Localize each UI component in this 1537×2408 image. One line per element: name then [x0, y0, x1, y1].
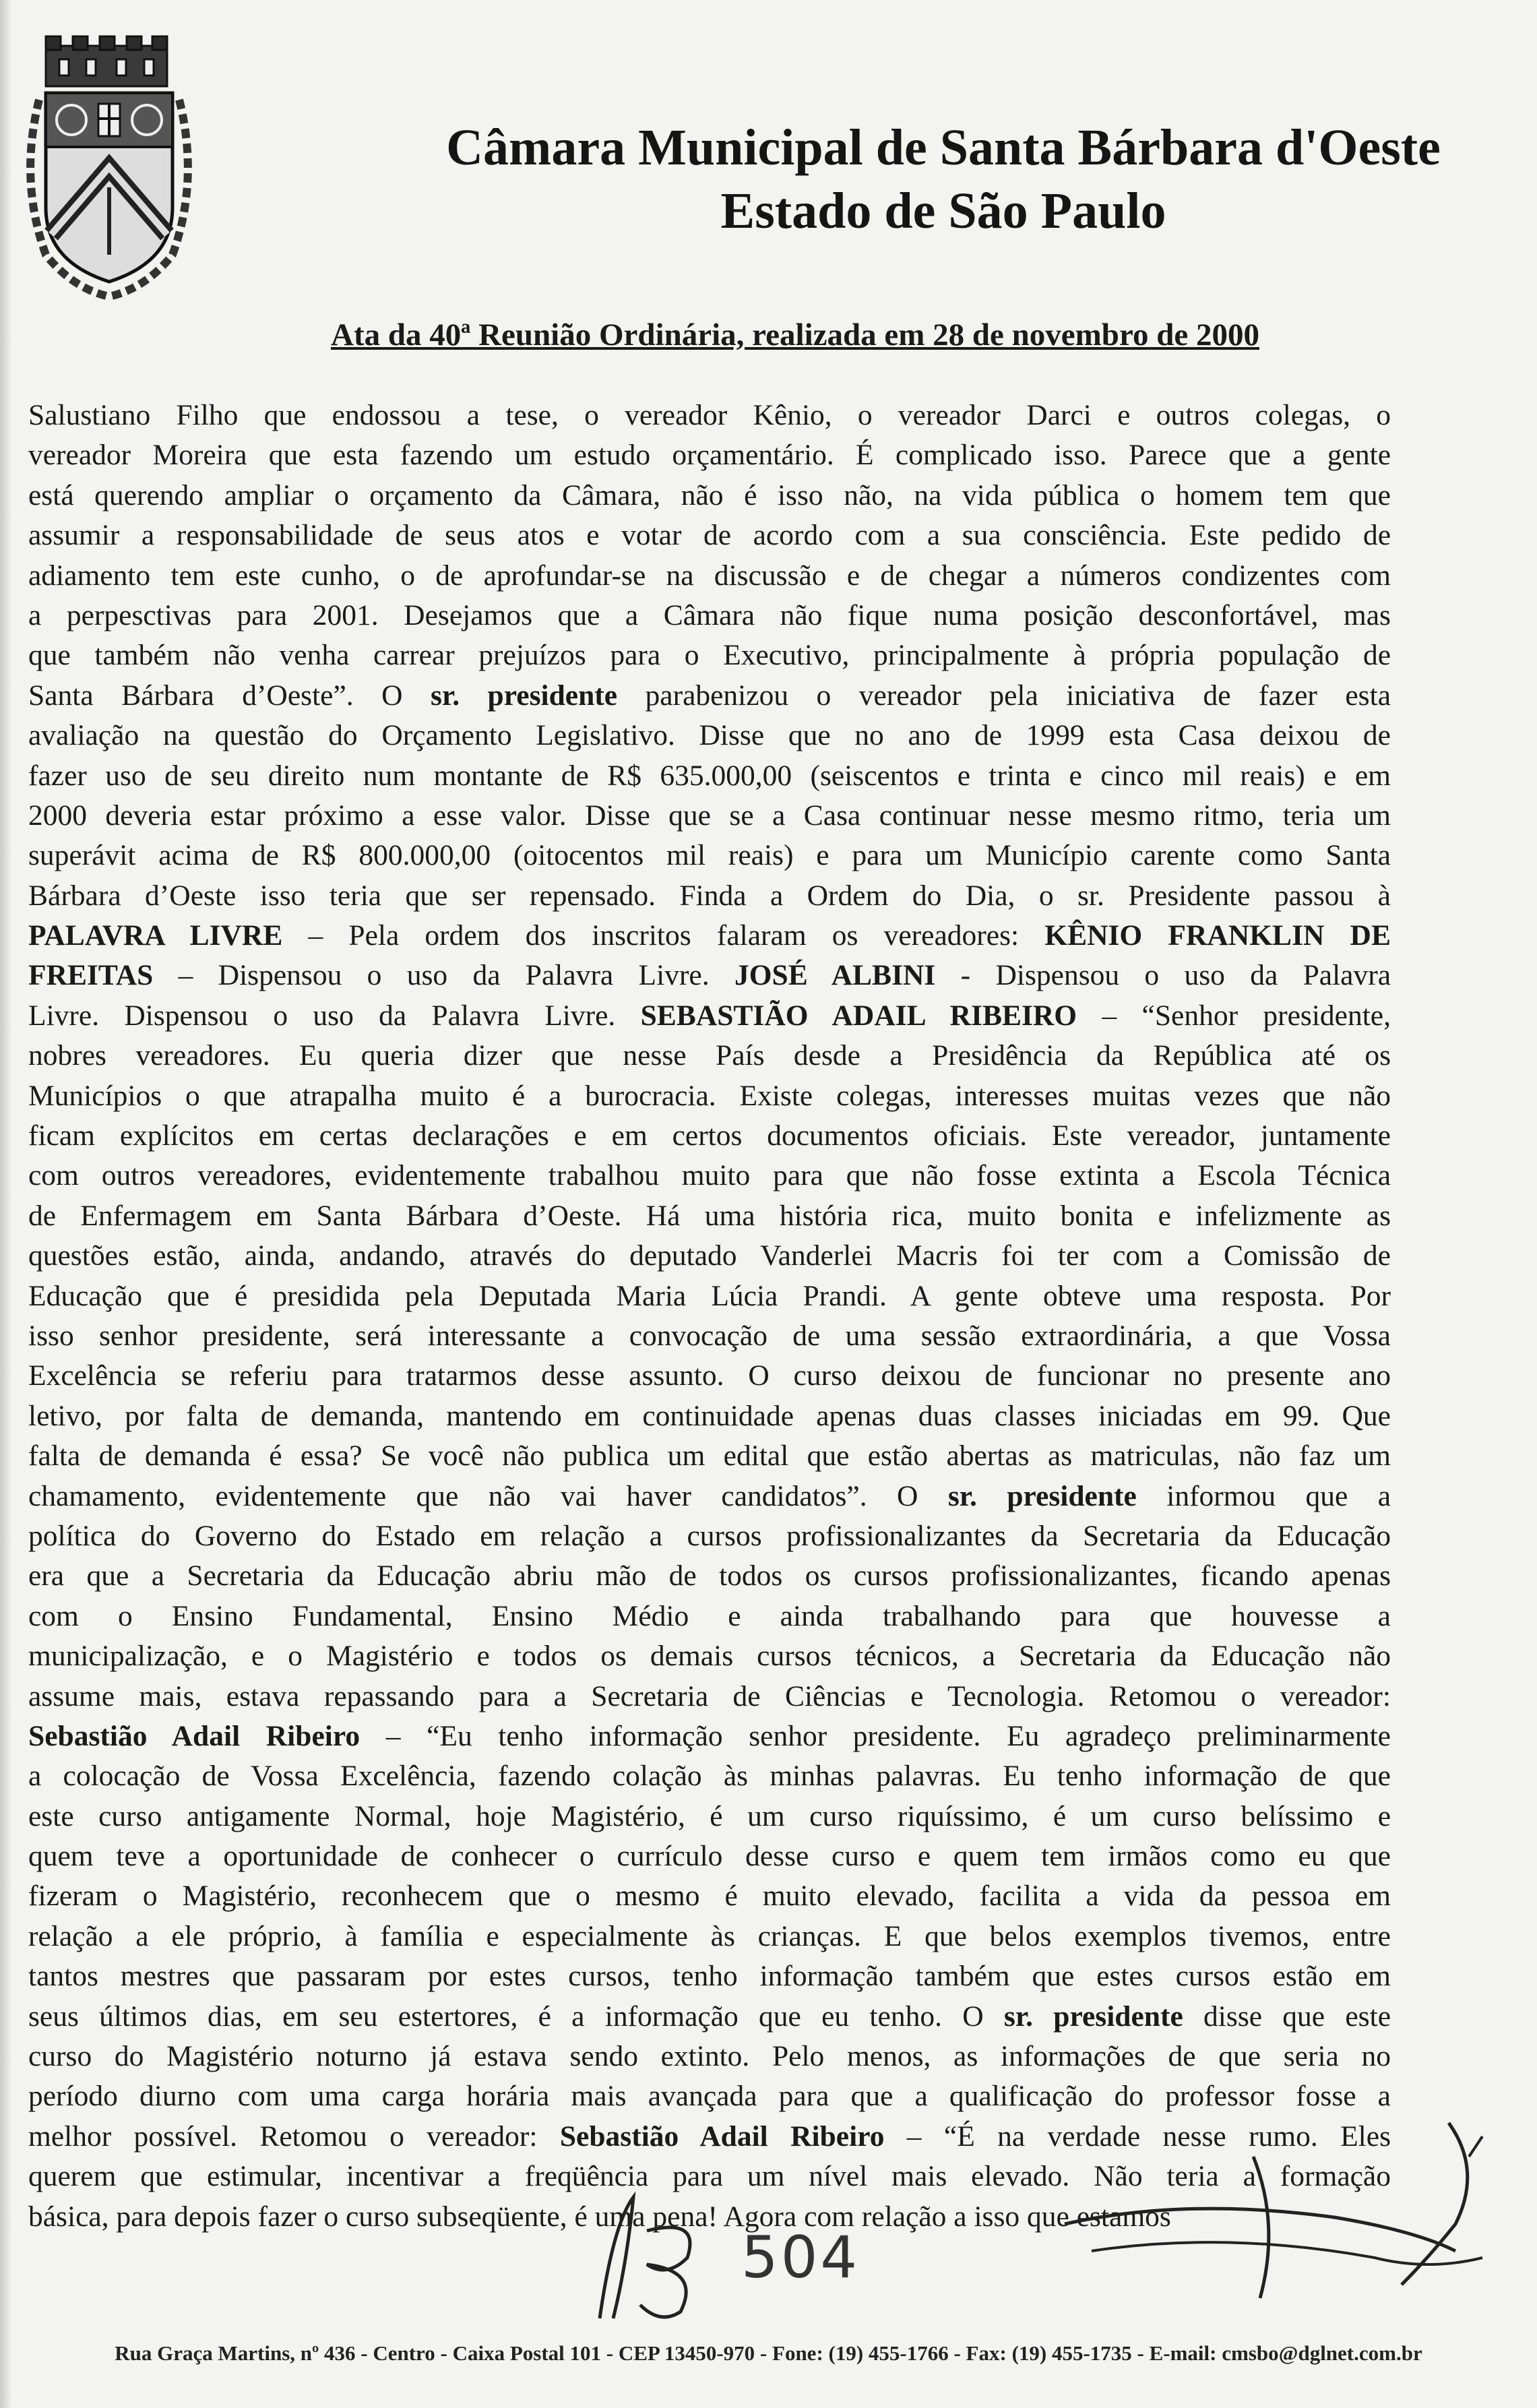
text-segment: informou que a — [1136, 1479, 1391, 1512]
text-line — [28, 2076, 1391, 2116]
text-line — [28, 1396, 1391, 1436]
text-segment: disse que este — [1183, 2000, 1391, 2033]
text-segment: superávit acima de R$ 800.000,00 (oitocentos mil reais) e para um Município carente como Santa — [28, 839, 1391, 872]
text-segment: de Enfermagem em Santa Bárbara d’Oeste. Há uma história rica, muito bonita e infelizmente as — [28, 1199, 1391, 1232]
text-segment: falta de demanda é essa? Se você não publica um edital que estão abertas as matriculas, não faz um — [28, 1440, 1391, 1473]
text-line — [28, 1797, 1391, 1836]
text-segment: fizeram o Magistério, reconhecem que o mesmo é muito elevado, facilita a vida da pessoa em — [28, 1880, 1391, 1913]
text-line — [28, 796, 1391, 836]
text-segment: básica, para depois fazer o curso subseqüente, é uma pena! Agora com relação a isso que estamos — [28, 2200, 1171, 2233]
text-segment: período diurno com uma carga horária mais avançada para que a qualificação do professor fosse a — [28, 2080, 1391, 2113]
text-line — [28, 1156, 1391, 1196]
minutes-title: Ata da 40ª Reunião Ordinária, realizada em 28 de novembro de 2000 — [331, 317, 1259, 352]
text-segment: era que a Secretaria da Educação abriu mão de todos os cursos profissionalizantes, ficando apenas — [28, 1560, 1391, 1593]
text-segment: com outros vereadores, evidentemente trabalhou muito para que não fosse extinta a Escola Técnica — [28, 1159, 1391, 1192]
text-segment: nobres vereadores. Eu queria dizer que nesse País desde a Presidência da República até os — [28, 1039, 1391, 1072]
text-line — [28, 1717, 1391, 1756]
text-line — [28, 1956, 1391, 1996]
text-line — [28, 996, 1391, 1036]
minutes-body — [28, 396, 1391, 2237]
text-segment: - Dispensou o uso da Palavra — [935, 959, 1391, 992]
text-segment: adiamento tem este cunho, o de aprofundar-se na discussão e de chegar a números condizentes com — [28, 559, 1391, 592]
text-line — [28, 876, 1391, 916]
text-segment: quem teve a oportunidade de conhecer o currículo desse curso e quem tem irmãos como eu que — [28, 1840, 1391, 1873]
bold-text-segment: PALAVRA LIVRE — [28, 919, 283, 952]
text-line — [28, 1316, 1391, 1356]
text-segment: que também não venha carrear prejuízos para o Executivo, principalmente à própria população de — [28, 639, 1391, 672]
bold-text-segment: Sebastião Adail Ribeiro — [559, 2120, 885, 2153]
bold-text-segment: sr. presidente — [1003, 2000, 1183, 2033]
text-line — [28, 516, 1391, 555]
page-number: 504 — [741, 2224, 860, 2291]
text-line — [28, 596, 1391, 636]
text-line — [28, 396, 1391, 435]
bold-text-segment: JOSÉ ALBINI — [734, 959, 936, 992]
text-segment: assume mais, estava repassando para a Secretaria de Ciências e Tecnologia. Retomou o vereador: — [28, 1679, 1391, 1712]
text-segment: tantos mestres que passaram por estes cursos, tenho informação também que estes cursos estão em — [28, 1960, 1391, 1993]
text-line — [28, 2037, 1391, 2076]
bold-text-segment: sr. presidente — [947, 1479, 1137, 1512]
text-segment: Bárbara d’Oeste isso teria que ser repensado. Finda a Ordem do Dia, o sr. Presidente passou à — [28, 879, 1391, 912]
text-segment: está querendo ampliar o orçamento da Câmara, não é isso não, na vida pública o homem tem que — [28, 478, 1391, 512]
text-segment: ficam explícitos em certas declarações e em certos documentos oficiais. Este vereador, juntamente — [28, 1119, 1391, 1152]
text-segment: a perpesctivas para 2001. Desejamos que a Câmara não fique numa posição desconfortável, mas — [28, 598, 1391, 631]
text-segment: política do Governo do Estado em relação a cursos profissionalizantes da Secretaria da Educação — [28, 1519, 1391, 1552]
scan-edge-shadow — [0, 0, 12, 2408]
text-segment: – “É na verdade nesse rumo. Eles — [884, 2120, 1391, 2153]
text-line — [28, 1677, 1391, 1717]
text-line — [28, 916, 1391, 956]
text-line — [28, 1836, 1391, 1876]
text-line — [28, 1636, 1391, 1676]
text-line — [28, 756, 1391, 796]
address-footer: Rua Graça Martins, nº 436 - Centro - Caixa Postal 101 - CEP 13450-970 - Fone: (19) 455-1766 - Fax: (19) 455-1735 - E-mail: cmsbo@dglnet.com.br — [115, 2341, 1422, 2365]
institution-state: Estado de São Paulo — [720, 183, 1166, 239]
text-line — [28, 676, 1391, 716]
text-segment: Excelência se referiu para tratarmos desse assunto. O curso deixou de funcionar no presente ano — [28, 1359, 1391, 1392]
text-line — [28, 1236, 1391, 1276]
text-line — [28, 1516, 1391, 1556]
text-segment: – “Senhor presidente, — [1077, 999, 1391, 1032]
text-segment: – Pela ordem dos inscritos falaram os vereadores: — [282, 919, 1045, 952]
text-segment: curso do Magistério noturno já estava sendo extinto. Pelo menos, as informações de que seria no — [28, 2040, 1391, 2073]
text-segment: parabenizou o vereador pela iniciativa de fazer esta — [617, 679, 1391, 712]
text-line — [28, 1116, 1391, 1156]
bold-text-segment: FREITAS — [28, 959, 154, 992]
text-segment: a colocação de Vossa Excelência, fazendo colação às minhas palavras. Eu tenho informação de que — [28, 1760, 1391, 1793]
text-segment: fazer uso de seu direito num montante de R$ 635.000,00 (seiscentos e trinta e cinco mil reais) e em — [28, 759, 1391, 792]
text-line — [28, 1036, 1391, 1076]
text-segment: chamamento, evidentemente que não vai haver candidatos”. O — [28, 1479, 948, 1512]
text-segment: 2000 deveria estar próximo a esse valor. Disse que se a Casa continuar nesse mesmo ritmo, teria um — [28, 799, 1391, 832]
text-line — [28, 1917, 1391, 1956]
municipal-coat-of-arms-icon — [19, 32, 199, 302]
text-segment: isso senhor presidente, será interessante a convocação de uma sessão extraordinária, a que Vossa — [28, 1319, 1391, 1352]
institution-name: Câmara Municipal de Santa Bárbara d'Oeste — [446, 119, 1441, 176]
text-segment: Santa Bárbara d’Oeste”. O — [28, 679, 431, 712]
text-line — [28, 1997, 1391, 2037]
bold-text-segment: SEBASTIÃO ADAIL RIBEIRO — [640, 999, 1077, 1032]
text-segment: – “Eu tenho informação senhor presidente. Eu agradeço preliminarmente — [360, 1719, 1391, 1752]
text-segment: assumir a responsabilidade de seus atos e votar de acordo com a sua consciência. Este pedido de — [28, 519, 1391, 552]
text-segment: avaliação na questão do Orçamento Legislativo. Disse que no ano de 1999 esta Casa deixou de — [28, 719, 1391, 752]
text-segment: com o Ensino Fundamental, Ensino Médio e ainda trabalhando para que houvesse a — [28, 1599, 1391, 1632]
text-line — [28, 1276, 1391, 1316]
text-line — [28, 1436, 1391, 1476]
text-segment: relação a ele próprio, à família e especialmente às crianças. E que belos exemplos tivemos, entre — [28, 1919, 1391, 1952]
text-line — [28, 1076, 1391, 1116]
text-line — [28, 1556, 1391, 1596]
text-segment: Educação que é presidida pela Deputada Maria Lúcia Prandi. A gente obteve uma resposta. Por — [28, 1279, 1391, 1312]
text-segment: municipalização, e o Magistério e todos os demais cursos técnicos, a Secretaria da Educação não — [28, 1640, 1391, 1673]
text-line — [28, 956, 1391, 995]
text-line — [28, 476, 1391, 516]
text-line — [28, 556, 1391, 596]
text-segment: querem que estimular, incentivar a freqüência para um nível mais elevado. Não teria a formação — [28, 2160, 1391, 2193]
text-line — [28, 716, 1391, 755]
institution-header — [364, 116, 1523, 243]
text-line — [28, 1597, 1391, 1636]
text-line — [28, 636, 1391, 675]
bold-text-segment: Sebastião Adail Ribeiro — [28, 1719, 360, 1752]
handwritten-initials — [586, 2184, 741, 2332]
text-segment: letivo, por falta de demanda, mantendo em continuidade apenas duas classes iniciadas em 99. Que — [28, 1399, 1391, 1432]
text-line — [28, 1356, 1391, 1396]
text-segment: Municípios o que atrapalha muito é a burocracia. Existe colegas, interesses muitas vezes que não — [28, 1079, 1391, 1112]
bold-text-segment: sr. presidente — [430, 679, 618, 712]
text-line — [28, 1196, 1391, 1236]
text-line — [28, 435, 1391, 475]
text-line — [28, 1876, 1391, 1916]
text-segment: Livre. Dispensou o uso da Palavra Livre. — [28, 999, 641, 1032]
text-segment: vereador Moreira que esta fazendo um estudo orçamentário. É complicado isso. Parece que a gente — [28, 439, 1391, 472]
text-segment: – Dispensou o uso da Palavra Livre. — [153, 959, 734, 992]
text-segment: melhor possível. Retomou o vereador: — [28, 2120, 560, 2153]
text-segment: questões estão, ainda, andando, através do deputado Vanderlei Macris foi ter com a Comissão de — [28, 1239, 1391, 1272]
text-segment: este curso antigamente Normal, hoje Magistério, é um curso riquíssimo, é um curso belíssimo e — [28, 1799, 1391, 1832]
text-line — [28, 836, 1391, 875]
bold-text-segment: KÊNIO FRANKLIN DE — [1044, 919, 1391, 952]
text-segment: seus últimos dias, em seu estertores, é a informação que eu tenho. O — [28, 2000, 1004, 2033]
text-segment: Salustiano Filho que endossou a tese, o vereador Kênio, o vereador Darci e outros colegas, o — [28, 399, 1391, 431]
text-line — [28, 1756, 1391, 1796]
text-line — [28, 1477, 1391, 1516]
handwritten-signature — [1051, 2116, 1509, 2332]
